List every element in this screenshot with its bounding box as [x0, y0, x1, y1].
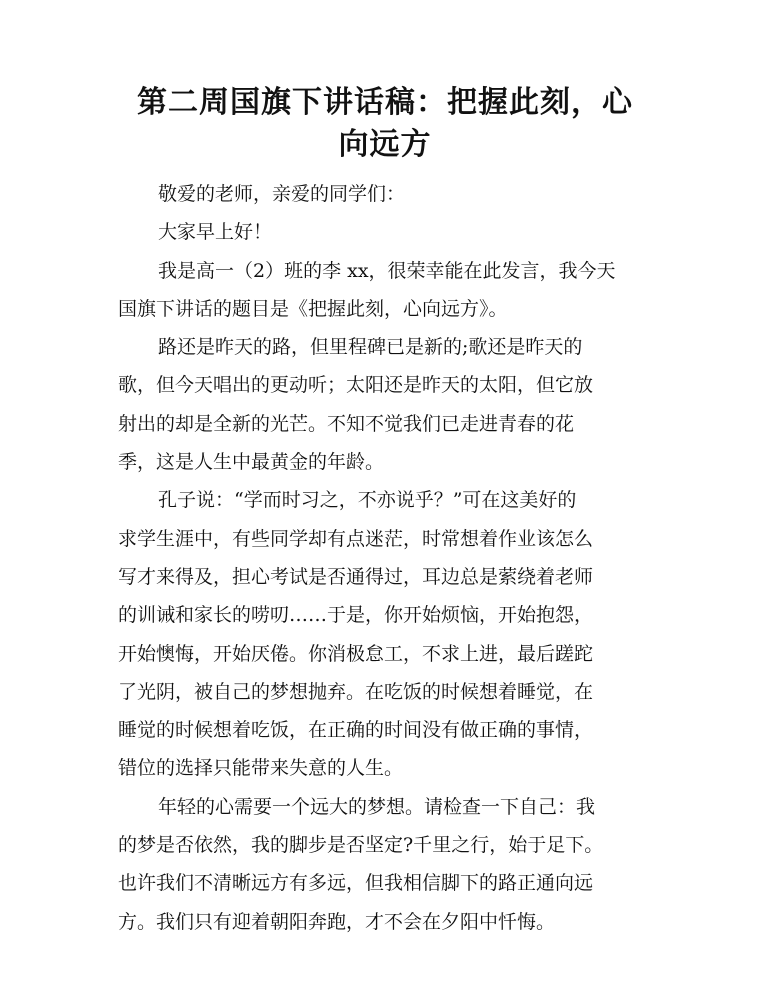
paragraph-line: 季，这是人生中最黄金的年龄。 — [118, 451, 385, 474]
paragraph-line: 国旗下讲话的题目是《把握此刻，心向远方》。 — [118, 297, 508, 320]
paragraph-line: 的训诫和家长的唠叨……于是，你开始烦恼，开始抱怨， — [118, 604, 594, 627]
paragraph-line: 睡觉的时候想着吃饭，在正确的时间没有做正确的事情， — [118, 719, 594, 742]
paragraph-line: 孔子说：“学而时习之，不亦说乎？”可在这美好的 — [158, 489, 577, 512]
document-title — [110, 82, 660, 166]
paragraph-confucius — [118, 481, 638, 787]
paragraph-line: 错位的选择只能带来失意的人生。 — [118, 757, 404, 780]
paragraph-line: 我是高一（2）班的李 xx，很荣幸能在此发言，我今天 — [158, 259, 616, 282]
paragraph-line: 年轻的心需要一个远大的梦想。请检查一下自己：我 — [158, 795, 596, 818]
paragraph-line: 也许我们不清晰远方有多远，但我相信脚下的路正通向远 — [118, 872, 594, 895]
paragraph-line: 开始懊悔，开始厌倦。你消极怠工，不求上进，最后蹉跎 — [118, 642, 594, 665]
paragraph-youth — [118, 328, 638, 481]
paragraph-line: 大家早上好！ — [158, 221, 273, 244]
paragraph-salutation — [118, 175, 638, 213]
paragraph-line: 的梦是否依然，我的脚步是否坚定?千里之行，始于足下。 — [118, 834, 604, 857]
paragraph-line: 路还是昨天的路，但里程碑已是新的;歌还是昨天的 — [158, 336, 583, 359]
paragraph-introduction — [118, 252, 638, 329]
paragraph-dream — [118, 788, 638, 941]
paragraph-line: 方。我们只有迎着朝阳奔跑，才不会在夕阳中忏悔。 — [118, 910, 556, 933]
paragraph-line: 敬爱的老师，亲爱的同学们： — [158, 183, 406, 205]
paragraph-line: 歌，但今天唱出的更动听；太阳还是昨天的太阳，但它放 — [118, 374, 594, 397]
document-body — [118, 175, 638, 941]
title-line-2: 向远方 — [338, 127, 432, 162]
paragraph-line: 了光阴，被自己的梦想抛弃。在吃饭的时候想着睡觉，在 — [118, 680, 594, 703]
paragraph-line: 写才来得及，担心考试是否通得过，耳边总是萦绕着老师 — [118, 565, 594, 588]
paragraph-line: 求学生涯中，有些同学却有点迷茫，时常想着作业该怎么 — [118, 527, 594, 550]
paragraph-line: 射出的却是全新的光芒。不知不觉我们已走进青春的花 — [118, 412, 575, 435]
paragraph-greeting — [118, 213, 638, 251]
title-line-1: 第二周国旗下讲话稿：把握此刻，心 — [137, 85, 633, 120]
